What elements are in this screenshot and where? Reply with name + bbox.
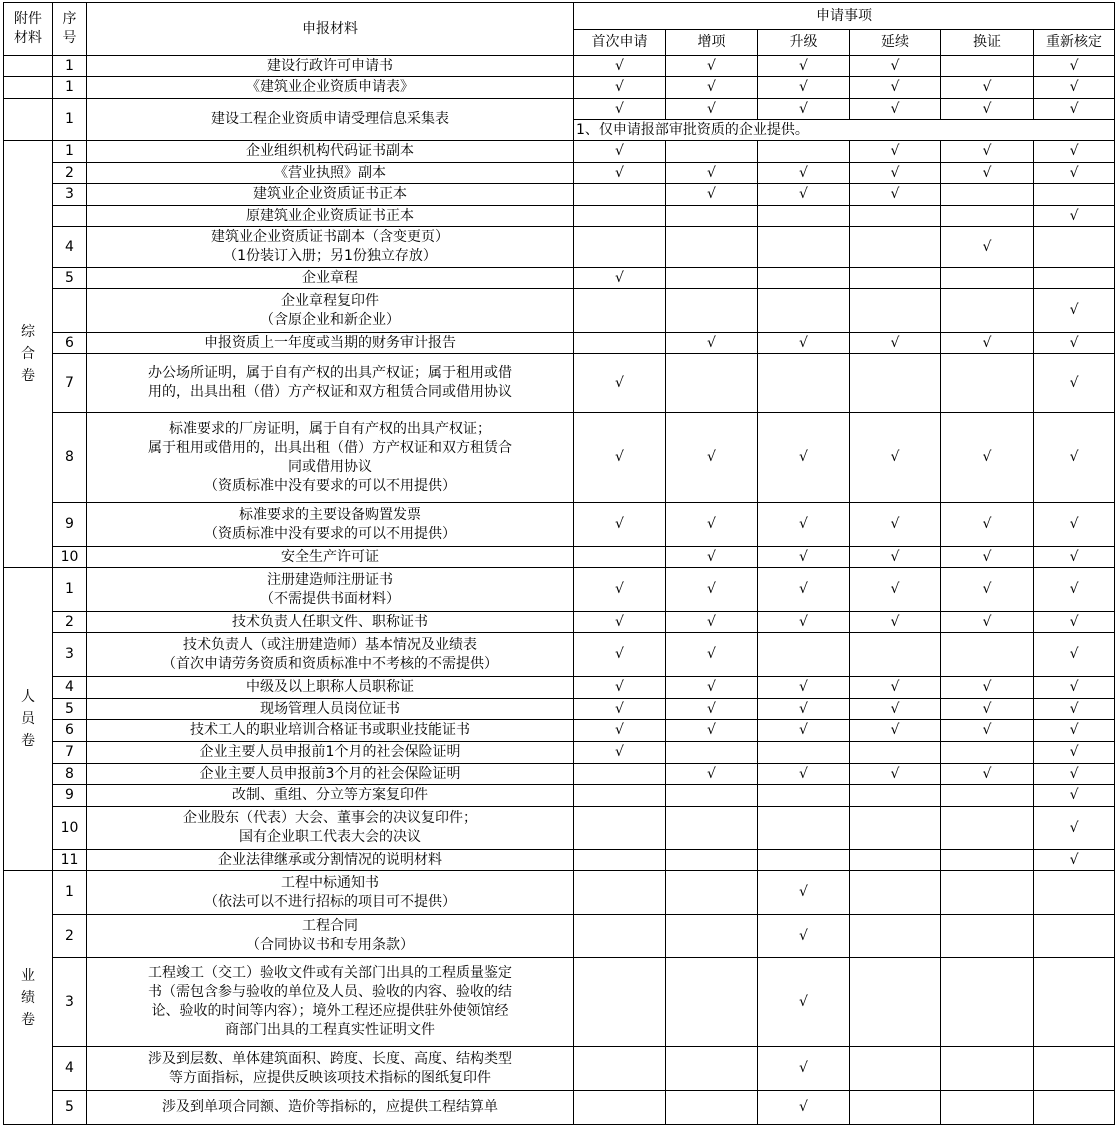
check-cell: [850, 807, 941, 850]
check-cell: √: [941, 568, 1034, 612]
check-cell: [941, 1047, 1034, 1091]
check-cell: √: [1034, 163, 1115, 184]
check-cell: √: [941, 333, 1034, 354]
table-row: [4, 958, 1115, 1047]
row-material: 《建筑业企业资质申请表》: [87, 77, 574, 99]
check-cell: √: [1034, 612, 1115, 633]
table-row: [4, 720, 1115, 742]
header-type: 延续: [850, 30, 941, 56]
row-seq: 11: [53, 850, 87, 871]
check-cell: √: [1034, 333, 1115, 354]
header-type: 换证: [941, 30, 1034, 56]
check-cell: [941, 354, 1034, 413]
check-cell: √: [758, 915, 850, 958]
check-cell: [666, 1091, 758, 1125]
row-seq: 2: [53, 163, 87, 184]
header-type: 首次申请: [574, 30, 666, 56]
row-seq: 1: [53, 141, 87, 163]
check-cell: [1034, 958, 1115, 1047]
row-material: 技术负责人（或注册建造师）基本情况及业绩表 （首次申请劳务资质和资质标准中不考核的不需提供）: [87, 633, 574, 677]
row-material: 办公场所证明，属于自有产权的出具产权证；属于租用或借 用的，出具出租（借）方产权证和双方租赁合同或借用协议: [87, 354, 574, 413]
check-cell: √: [666, 413, 758, 503]
check-cell: [941, 915, 1034, 958]
check-cell: [850, 289, 941, 333]
row-seq: 5: [53, 1091, 87, 1125]
row-seq: 3: [53, 958, 87, 1047]
table-row: [4, 184, 1115, 206]
row-material: 《营业执照》副本: [87, 163, 574, 184]
check-cell: √: [941, 77, 1034, 99]
check-cell: [850, 633, 941, 677]
check-cell: [758, 206, 850, 227]
row-material: 建筑业企业资质证书副本（含变更页） （1份装订入册；另1份独立存放）: [87, 227, 574, 268]
row-seq: 4: [53, 1047, 87, 1091]
check-cell: [941, 958, 1034, 1047]
check-cell: [941, 785, 1034, 807]
check-cell: √: [850, 413, 941, 503]
row-material: 标准要求的厂房证明，属于自有产权的出具产权证； 属于租用或借用的，出具出租（借）方产权证和双方租赁合 同或借用协议 （资质标准中没有要求的可以不用提供）: [87, 413, 574, 503]
table-row: [4, 206, 1115, 227]
table-row: [4, 807, 1115, 850]
check-cell: [941, 807, 1034, 850]
check-cell: [941, 206, 1034, 227]
check-cell: [941, 289, 1034, 333]
check-cell: √: [574, 720, 666, 742]
check-cell: √: [758, 699, 850, 720]
check-cell: [850, 850, 941, 871]
check-cell: √: [758, 958, 850, 1047]
table-row: [4, 764, 1115, 785]
check-cell: √: [666, 764, 758, 785]
check-cell: √: [1034, 785, 1115, 807]
row-seq: 10: [53, 807, 87, 850]
check-cell: √: [666, 503, 758, 547]
check-cell: √: [941, 163, 1034, 184]
row-seq: 5: [53, 699, 87, 720]
check-cell: [1034, 1091, 1115, 1125]
check-cell: [574, 915, 666, 958]
check-cell: [850, 1047, 941, 1091]
check-cell: √: [574, 77, 666, 99]
check-cell: √: [850, 677, 941, 699]
check-cell: √: [758, 77, 850, 99]
check-cell: √: [1034, 289, 1115, 333]
check-cell: [574, 1091, 666, 1125]
check-cell: √: [574, 141, 666, 163]
row-material: 标准要求的主要设备购置发票 （资质标准中没有要求的可以不用提供）: [87, 503, 574, 547]
row-seq: 1: [53, 568, 87, 612]
table-row: [4, 568, 1115, 612]
row-material: 技术工人的职业培训合格证书或职业技能证书: [87, 720, 574, 742]
check-cell: [1034, 227, 1115, 268]
check-cell: √: [1034, 503, 1115, 547]
check-cell: [758, 141, 850, 163]
check-cell: [758, 268, 850, 289]
category-cell: [4, 77, 53, 99]
check-cell: √: [574, 163, 666, 184]
check-cell: √: [666, 77, 758, 99]
row-seq: 7: [53, 354, 87, 413]
check-cell: [850, 268, 941, 289]
check-cell: [850, 785, 941, 807]
check-cell: √: [666, 184, 758, 206]
row-seq: 7: [53, 742, 87, 764]
check-cell: √: [941, 677, 1034, 699]
row-material: 改制、重组、分立等方案复印件: [87, 785, 574, 807]
check-cell: √: [574, 99, 666, 120]
table-row: [4, 227, 1115, 268]
check-cell: √: [666, 547, 758, 568]
table-row: [4, 871, 1115, 915]
row-material: 企业章程复印件 （含原企业和新企业）: [87, 289, 574, 333]
check-cell: √: [758, 871, 850, 915]
check-cell: √: [941, 612, 1034, 633]
check-cell: [1034, 268, 1115, 289]
check-cell: √: [574, 268, 666, 289]
table-row: [4, 1047, 1115, 1091]
header-type: 增项: [666, 30, 758, 56]
check-cell: [666, 915, 758, 958]
check-cell: √: [758, 1047, 850, 1091]
check-cell: [850, 742, 941, 764]
check-cell: √: [850, 333, 941, 354]
table-row: [4, 1091, 1115, 1125]
check-cell: [574, 958, 666, 1047]
check-cell: √: [666, 163, 758, 184]
table-row: [4, 354, 1115, 413]
row-seq: 1: [53, 77, 87, 99]
check-cell: √: [1034, 699, 1115, 720]
check-cell: √: [574, 56, 666, 77]
check-cell: [941, 742, 1034, 764]
check-cell: √: [1034, 77, 1115, 99]
check-cell: [941, 1091, 1034, 1125]
check-cell: √: [1034, 568, 1115, 612]
check-cell: √: [1034, 141, 1115, 163]
table-row: [4, 699, 1115, 720]
check-cell: √: [758, 764, 850, 785]
check-cell: [574, 871, 666, 915]
check-cell: √: [758, 163, 850, 184]
check-cell: [574, 764, 666, 785]
row-seq: 3: [53, 633, 87, 677]
check-cell: √: [941, 99, 1034, 120]
row-material: 注册建造师注册证书 （不需提供书面材料）: [87, 568, 574, 612]
check-cell: √: [666, 677, 758, 699]
table-row: [4, 141, 1115, 163]
row-material: 工程中标通知书 （依法可以不进行招标的项目可不提供）: [87, 871, 574, 915]
check-cell: √: [1034, 99, 1115, 120]
check-cell: √: [666, 720, 758, 742]
check-cell: √: [758, 333, 850, 354]
check-cell: [758, 289, 850, 333]
check-cell: √: [574, 742, 666, 764]
row-seq: 6: [53, 333, 87, 354]
table-row: [4, 289, 1115, 333]
check-cell: [758, 354, 850, 413]
header-material: 申报材料: [87, 3, 574, 56]
table-row: [4, 677, 1115, 699]
row-seq: 8: [53, 413, 87, 503]
category-cell: [4, 56, 53, 77]
check-cell: [666, 871, 758, 915]
row-material: 中级及以上职称人员职称证: [87, 677, 574, 699]
check-cell: √: [758, 547, 850, 568]
check-cell: √: [941, 699, 1034, 720]
check-cell: [1034, 871, 1115, 915]
row-material: 建筑业企业资质证书正本: [87, 184, 574, 206]
row-material: 企业主要人员申报前1个月的社会保险证明: [87, 742, 574, 764]
check-cell: [666, 227, 758, 268]
check-cell: √: [850, 99, 941, 120]
row-seq: 6: [53, 720, 87, 742]
row-material: 企业主要人员申报前3个月的社会保险证明: [87, 764, 574, 785]
row-material: 工程合同 （合同协议书和专用条款）: [87, 915, 574, 958]
table-row: [4, 268, 1115, 289]
check-cell: √: [1034, 850, 1115, 871]
check-cell: √: [850, 77, 941, 99]
check-cell: [941, 871, 1034, 915]
check-cell: √: [1034, 633, 1115, 677]
check-cell: [666, 785, 758, 807]
check-cell: √: [574, 677, 666, 699]
check-cell: [666, 742, 758, 764]
check-cell: [666, 1047, 758, 1091]
row-material: 建设行政许可申请书: [87, 56, 574, 77]
row-seq: 1: [53, 56, 87, 77]
table-row: [4, 99, 1115, 120]
row-seq: [53, 289, 87, 333]
check-cell: √: [666, 612, 758, 633]
category-zonghe: 综 合 卷: [4, 141, 53, 568]
check-cell: [758, 633, 850, 677]
check-cell: [850, 1091, 941, 1125]
check-cell: √: [850, 141, 941, 163]
check-cell: [666, 354, 758, 413]
row-material: 企业组织机构代码证书副本: [87, 141, 574, 163]
check-cell: √: [666, 633, 758, 677]
table-row: [4, 850, 1115, 871]
table-row: [4, 503, 1115, 547]
check-cell: [850, 915, 941, 958]
row-material: 技术负责人任职文件、职称证书: [87, 612, 574, 633]
row-seq: 10: [53, 547, 87, 568]
check-cell: √: [850, 163, 941, 184]
check-cell: √: [758, 568, 850, 612]
row-seq: 1: [53, 99, 87, 141]
row-material: 企业法律继承或分割情况的说明材料: [87, 850, 574, 871]
category-cell: [4, 99, 53, 141]
row-material: 企业股东（代表）大会、董事会的决议复印件； 国有企业职工代表大会的决议: [87, 807, 574, 850]
check-cell: [941, 633, 1034, 677]
table-body: [4, 56, 1115, 1125]
check-cell: √: [941, 547, 1034, 568]
table-row: [4, 56, 1115, 77]
check-cell: [574, 547, 666, 568]
check-cell: √: [758, 677, 850, 699]
check-cell: [850, 354, 941, 413]
table-row: [4, 612, 1115, 633]
check-cell: [574, 1047, 666, 1091]
row-material: 工程竣工（交工）验收文件或有关部门出具的工程质量鉴定 书（需包含参与验收的单位及人员、验收的内容、验收的结 论、验收的时间等内容）；境外工程还应提供驻外使领馆经 商部门出具的工程真实性证明文件: [87, 958, 574, 1047]
check-cell: [666, 289, 758, 333]
check-cell: √: [850, 503, 941, 547]
row-seq: 2: [53, 915, 87, 958]
check-cell: √: [850, 184, 941, 206]
check-cell: √: [574, 354, 666, 413]
check-cell: √: [574, 633, 666, 677]
check-cell: √: [850, 699, 941, 720]
check-cell: √: [758, 1091, 850, 1125]
check-cell: [941, 184, 1034, 206]
check-cell: [941, 850, 1034, 871]
check-cell: [666, 141, 758, 163]
table-row: [4, 547, 1115, 568]
check-cell: √: [574, 503, 666, 547]
row-seq: [53, 206, 87, 227]
check-cell: √: [1034, 677, 1115, 699]
check-cell: √: [574, 568, 666, 612]
check-cell: [758, 807, 850, 850]
check-cell: √: [666, 99, 758, 120]
row-seq: 4: [53, 227, 87, 268]
check-cell: [941, 268, 1034, 289]
check-cell: √: [574, 413, 666, 503]
check-cell: √: [758, 56, 850, 77]
row-material: 申报资质上一年度或当期的财务审计报告: [87, 333, 574, 354]
check-cell: √: [574, 612, 666, 633]
check-cell: √: [1034, 56, 1115, 77]
check-cell: [850, 227, 941, 268]
check-cell: √: [666, 699, 758, 720]
check-cell: √: [666, 56, 758, 77]
check-cell: [666, 268, 758, 289]
check-cell: √: [850, 547, 941, 568]
check-cell: √: [758, 612, 850, 633]
check-cell: [758, 785, 850, 807]
check-cell: √: [666, 568, 758, 612]
check-cell: [574, 227, 666, 268]
check-cell: [666, 850, 758, 871]
check-cell: √: [1034, 742, 1115, 764]
check-cell: √: [1034, 354, 1115, 413]
check-cell: √: [1034, 807, 1115, 850]
check-cell: [574, 850, 666, 871]
check-cell: [574, 289, 666, 333]
check-cell: √: [758, 99, 850, 120]
header-attach: 附件 材料: [4, 3, 53, 56]
table-row: [4, 413, 1115, 503]
header-seq: 序 号: [53, 3, 87, 56]
check-cell: √: [574, 699, 666, 720]
check-cell: √: [941, 413, 1034, 503]
table-row: [4, 163, 1115, 184]
check-cell: √: [1034, 547, 1115, 568]
check-cell: √: [941, 227, 1034, 268]
note-text: 1、仅申请报部审批资质的企业提供。: [574, 120, 1115, 141]
check-cell: √: [1034, 206, 1115, 227]
category-renyuan: 人 员 卷: [4, 568, 53, 871]
check-cell: [758, 227, 850, 268]
row-seq: 1: [53, 871, 87, 915]
table-row: [4, 915, 1115, 958]
check-cell: √: [758, 720, 850, 742]
check-cell: √: [850, 720, 941, 742]
row-seq: 3: [53, 184, 87, 206]
check-cell: √: [941, 141, 1034, 163]
check-cell: [1034, 1047, 1115, 1091]
check-cell: [574, 807, 666, 850]
check-cell: [574, 206, 666, 227]
check-cell: √: [850, 568, 941, 612]
table-row: [4, 742, 1115, 764]
check-cell: [666, 807, 758, 850]
check-cell: √: [941, 764, 1034, 785]
row-material: 原建筑业企业资质证书正本: [87, 206, 574, 227]
check-cell: √: [850, 612, 941, 633]
check-cell: [941, 56, 1034, 77]
category-yeji: 业 绩 卷: [4, 871, 53, 1125]
check-cell: √: [941, 503, 1034, 547]
check-cell: [758, 742, 850, 764]
check-cell: √: [1034, 720, 1115, 742]
check-cell: [850, 206, 941, 227]
check-cell: √: [941, 720, 1034, 742]
check-cell: [758, 850, 850, 871]
check-cell: [574, 785, 666, 807]
row-seq: 9: [53, 785, 87, 807]
check-cell: [850, 958, 941, 1047]
check-cell: [1034, 915, 1115, 958]
check-cell: √: [1034, 764, 1115, 785]
row-material: 建设工程企业资质申请受理信息采集表: [87, 99, 574, 141]
header-type: 重新核定: [1034, 30, 1115, 56]
row-seq: 2: [53, 612, 87, 633]
check-cell: [1034, 184, 1115, 206]
check-cell: √: [758, 503, 850, 547]
row-seq: 4: [53, 677, 87, 699]
row-material: 企业章程: [87, 268, 574, 289]
check-cell: [666, 206, 758, 227]
check-cell: √: [758, 413, 850, 503]
table-row: [4, 633, 1115, 677]
check-cell: [574, 184, 666, 206]
row-seq: 9: [53, 503, 87, 547]
check-cell: √: [850, 56, 941, 77]
table-row: [4, 785, 1115, 807]
row-material: 安全生产许可证: [87, 547, 574, 568]
check-cell: √: [758, 184, 850, 206]
row-seq: 5: [53, 268, 87, 289]
application-materials-table: [3, 2, 1115, 1125]
check-cell: √: [850, 764, 941, 785]
row-material: 现场管理人员岗位证书: [87, 699, 574, 720]
row-seq: 8: [53, 764, 87, 785]
row-material: 涉及到层数、单体建筑面积、跨度、长度、高度、结构类型 等方面指标，应提供反映该项技术指标的图纸复印件: [87, 1047, 574, 1091]
check-cell: √: [666, 333, 758, 354]
table-row: [4, 333, 1115, 354]
check-cell: √: [1034, 413, 1115, 503]
check-cell: [574, 333, 666, 354]
header-group: 申请事项: [574, 3, 1115, 30]
row-material: 涉及到单项合同额、造价等指标的，应提供工程结算单: [87, 1091, 574, 1125]
check-cell: [666, 958, 758, 1047]
header-type: 升级: [758, 30, 850, 56]
table-row: [4, 77, 1115, 99]
check-cell: [850, 871, 941, 915]
